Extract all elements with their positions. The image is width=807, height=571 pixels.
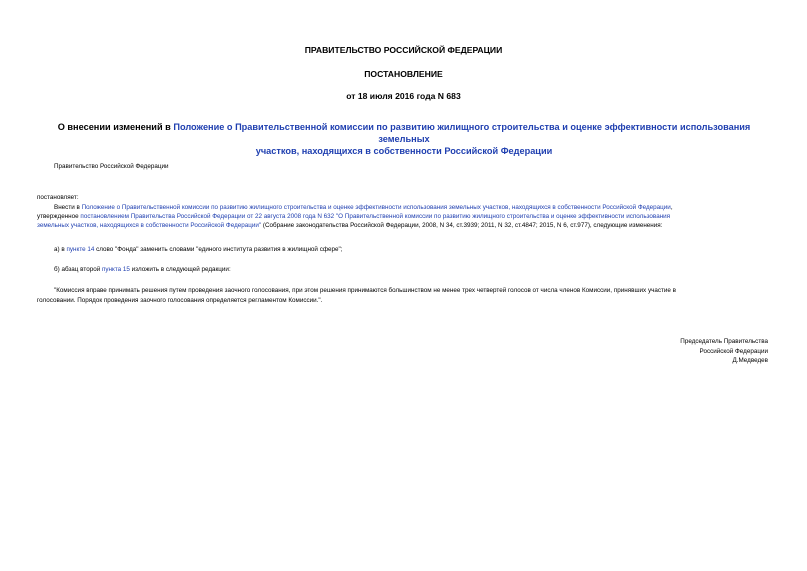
item-a-pre: а) в — [54, 246, 67, 253]
item-b-post: изложить в следующей редакции: — [129, 266, 231, 273]
signature-name: Д.Медведев — [732, 357, 768, 365]
paragraph-1-line-3 — [37, 221, 662, 230]
title-link-regulation[interactable]: Положение о Правительственной комиссии по развитию жилищного строительства и оценке эффективности использования земельных — [173, 122, 751, 144]
link-point-15[interactable]: пункта 15 — [101, 266, 130, 273]
item-b-pre: б) абзац второй — [54, 266, 102, 273]
link-point-14[interactable]: пункте 14 — [66, 246, 95, 253]
quote-line-2: голосовании. Порядок проведения заочного голосования определяется регламентом Комиссии.". — [37, 297, 323, 304]
item-a-post: слово "Фонда" заменить словами "единого института развития в жилищной сфере"; — [94, 246, 343, 253]
government-heading: ПРАВИТЕЛЬСТВО РОССИЙСКОЙ ФЕДЕРАЦИИ — [304, 45, 503, 55]
p1-text-a: Внести в — [54, 204, 82, 211]
link-regulation[interactable]: Положение о Правительственной комиссии по развитию жилищного строительства и оценке эффективности использования земельных участков, находящихся в собственности Российской Федерации — [81, 204, 671, 211]
date-number: от 18 июля 2016 года N 683 — [346, 91, 461, 101]
paragraph-1-line-2 — [37, 212, 670, 221]
quote-line-1: "Комиссия вправе принимать решения путем проведения заочного голосования, при этом решения принимаются большинством не менее трех четвертей голосов от числа членов Комиссии, принявших участие в — [54, 287, 677, 294]
title-link-regulation-cont[interactable]: участков, находящихся в собственности Российской Федерации — [255, 146, 553, 156]
item-b — [54, 265, 231, 274]
paragraph-1-line-1 — [54, 203, 673, 212]
document-title — [36, 121, 772, 157]
title-prefix: О внесении изменений в — [57, 122, 174, 132]
issuer-text: Правительство Российской Федерации — [54, 163, 169, 170]
p1-text-c: утвержденное — [37, 213, 81, 220]
link-resolution-632-cont[interactable]: земельных участков, находящихся в собственности Российской Федерации" — [37, 222, 262, 229]
document-type: ПОСТАНОВЛЕНИЕ — [364, 69, 443, 79]
link-resolution-632[interactable]: постановлением Правительства Российской Федерации от 22 августа 2008 года N 632 "О Правительственной комиссии по развитию жилищного строительства и оценке эффективности использования — [80, 213, 671, 220]
item-a — [54, 245, 343, 254]
signature-title: Председатель Правительства — [680, 338, 768, 345]
signature-block — [640, 337, 768, 366]
signature-country: Российской Федерации — [699, 347, 768, 355]
p1-text-d: (Собрание законодательства Российской Федерации, 2008, N 34, ст.3939; 2011, N 32, ст.4847; 2015, N 6, ст.977), следующие изменения: — [261, 222, 663, 229]
p1-text-b: , — [670, 204, 673, 211]
resolves-text: постановляет: — [37, 194, 79, 201]
